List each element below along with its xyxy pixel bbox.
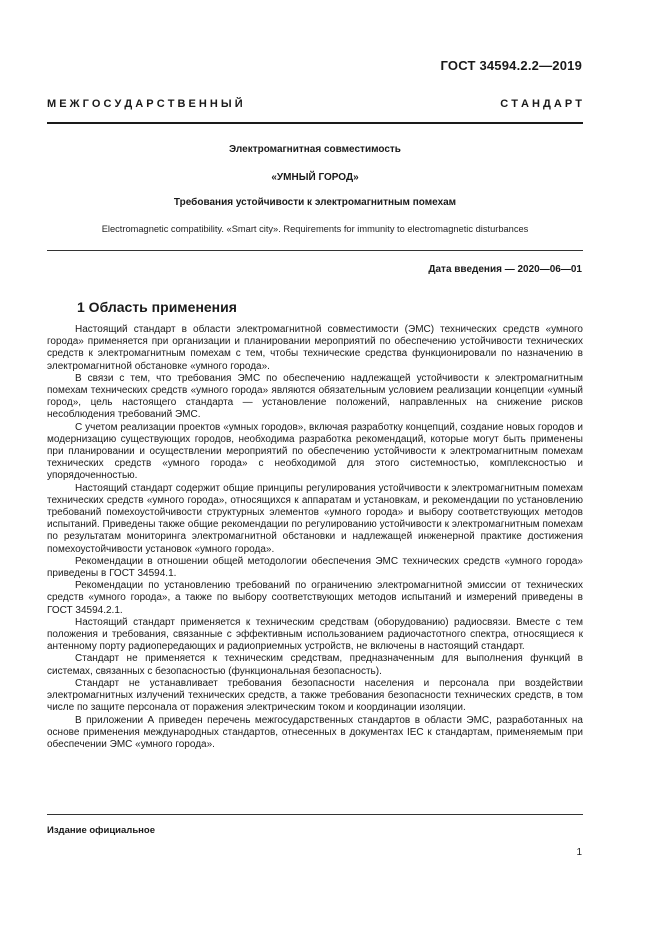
paragraph: Настоящий стандарт применяется к техническим средствам (оборудованию) радиосвязи. Вместе с тем положения и требования, связанные с эффективным использованием радиочастотного спектра, относящиеся к антенному порту радиопередающих и радиоприемных устройств, не включены в настоящий стандарт. xyxy=(47,616,583,653)
section-heading: 1 Область применения xyxy=(77,299,237,315)
paragraph: Настоящий стандарт в области электромагнитной совместимости (ЭМС) технических средств «умного города» применяется при организации и планировании мероприятий по обеспечению устойчивости технических средств к электромагнитным помехам с тем, чтобы технические средства функционировали по назначению в электромагнитной обстановке «умного города». xyxy=(47,324,583,372)
title-line-2: «УМНЫЙ ГОРОД» xyxy=(271,172,359,183)
paragraph: Стандарт не устанавливает требования безопасности населения и персонала при воздействии электромагнитных излучений технических средств, а также требования безопасности технических средств, в том числе по защите персонала от поражения электрическим током и координации изоляции. xyxy=(47,677,583,714)
title-divider xyxy=(47,250,583,251)
header-rule xyxy=(47,122,583,124)
title-line-3: Требования устойчивости к электромагнитным помехам xyxy=(173,197,457,208)
page-number: 1 xyxy=(576,847,582,858)
paragraph: В связи с тем, что требования ЭМС по обеспечению надлежащей устойчивости к электромагнитным помехам технических средств «умного города» являются обязательным условием реализации концепции «умный город», цель настоящего стандарта — установление положений, направленных на снижение рисков несоблюдения требований ЭМС. xyxy=(47,372,583,421)
paragraph: Настоящий стандарт содержит общие принципы регулирования устойчивости к электромагнитным помехам технических средств «умного города», относящихся к аппаратам и установкам, и рекомендации по установлению требований помехоустойчивости структурных элементов «умного города» и выбору соответствующих методов испытаний. Приведены также общие рекомендации по регулированию устойчивости к электромагнитным помехам по результатам мониторинга электромагнитной обстановки и надлежащей инженерной практике достижения помехоустойчивости установок «умного города». xyxy=(47,482,583,555)
paragraph: В приложении А приведен перечень межгосударственных стандартов в области ЭМС, разработанных на основе применения международных стандартов, отнесенных в документах IEC к стандартам, применяемым при обеспечении ЭМС «умного города». xyxy=(47,714,583,750)
standard-type-word-1: М Е Ж Г О С У Д А Р С Т В Е Н Н Ы Й xyxy=(47,98,243,110)
standard-type-heading xyxy=(47,98,582,110)
title-english: Electromagnetic compatibility. «Smart city». Requirements for immunity to electromagnetic disturbances xyxy=(101,224,529,234)
paragraph: Рекомендации по установлению требований по ограничению электромагнитной эмиссии от технических средств «умного города», а также по выбору соответствующих методов испытаний и измерений приведены в ГОСТ 34594.2.1. xyxy=(47,580,583,616)
introduction-date: Дата введения — 2020—06—01 xyxy=(428,264,582,275)
section-body xyxy=(47,324,583,751)
paragraph: Стандарт не применяется к техническим средствам, предназначенным для выполнения функций в системах, связанных с безопасностью (функциональная безопасность). xyxy=(47,653,583,677)
official-edition-label: Издание официальное xyxy=(47,825,155,836)
document-number: ГОСТ 34594.2.2—2019 xyxy=(440,58,582,73)
title-line-1: Электромагнитная совместимость xyxy=(229,144,401,155)
paragraph: Рекомендации в отношении общей методологии обеспечения ЭМС технических средств «умного города» приведены в ГОСТ 34594.1. xyxy=(47,555,583,580)
standard-type-word-2: С Т А Н Д А Р Т xyxy=(500,98,582,110)
footer-divider xyxy=(47,814,583,815)
paragraph: С учетом реализации проектов «умных городов», включая разработку концепций, создание новых городов и модернизацию существующих городов, необходима разработка рекомендаций, которые могут быть применены при планировании и осуществлении мероприятий по обеспечению устойчивости к электромагнитным помехам технических средств «умного города» с необходимой для этого системностью, комплексностью и упорядоченностью. xyxy=(47,421,583,482)
